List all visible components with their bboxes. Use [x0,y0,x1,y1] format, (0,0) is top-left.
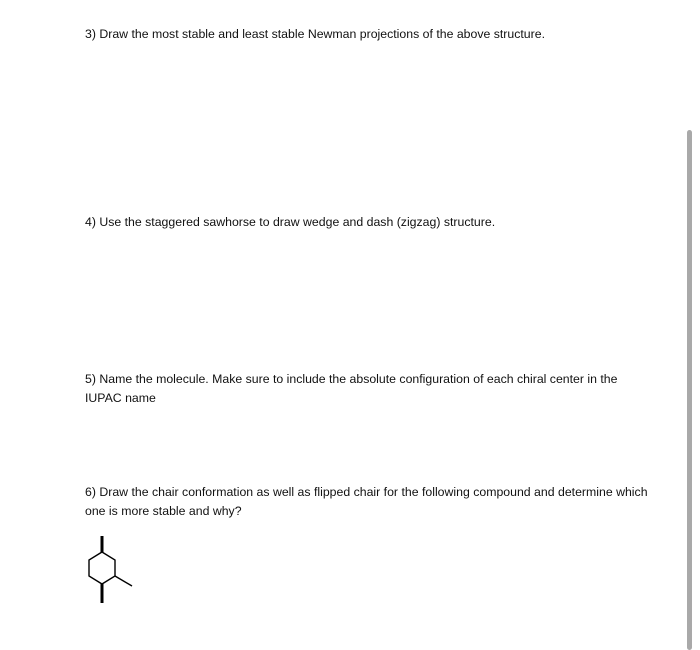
question-6: 6) Draw the chair conformation as well as flipped chair for the following compound and determine which one is more stable and why? [85,485,648,518]
question-3: 3) Draw the most stable and least stable Newman projections of the above structure. [85,27,545,41]
scrollbar-thumb[interactable] [687,130,692,650]
cyclohexane-ring [89,552,115,584]
question-5: 5) Name the molecule. Make sure to include the absolute configuration of each chiral center in the IUPAC name [85,372,618,405]
question-4: 4) Use the staggered sawhorse to draw wedge and dash (zigzag) structure. [85,215,496,229]
cyclohexane-structure-icon [80,532,140,610]
methyl-branch-bond [115,576,132,586]
